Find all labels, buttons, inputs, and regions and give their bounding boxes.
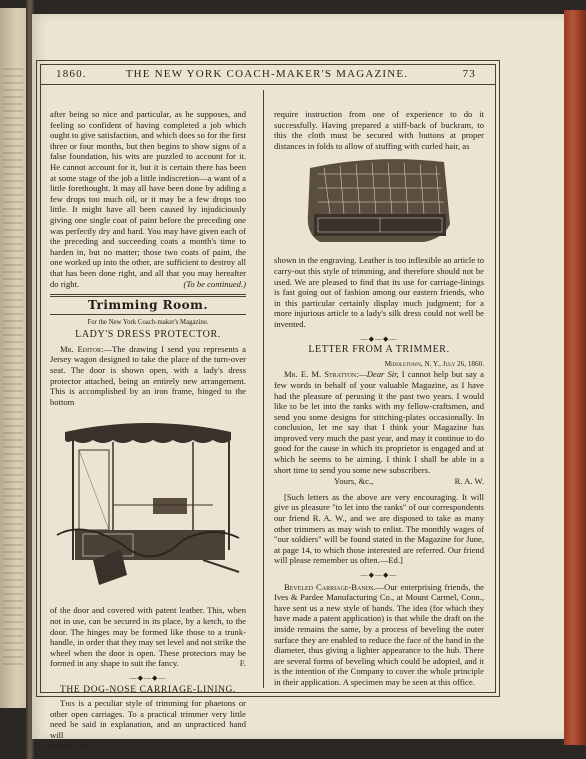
header-rule — [40, 84, 495, 85]
continued-paragraph: after being so nice and particular, as he supposes, and feeling so confident of having completed a job which ought to give satisfaction, and which does so for the first three or four months, but then begins to show signs of a false foundation, his wits are puzzled to account for it. He cannot account for it, but it is certain there has been at some stage of the job a little indiscretion—a want of a little forethought. It may all have been done by adding a few drops too much oil, or it may be a few drops too little. It might have all been caused by injudiciously giving one single coat of paint before the preceding one was perfectly dry and hard. You may have given each of the preceding and succeeding coats a month's time to harden in, but no matter; those two coats of paint, the one worked up into the other, are sufficient to destroy all that has been done right, and all that you may hereafter do right. — [50, 109, 246, 289]
facing-page-text-ghost — [3, 68, 23, 668]
right-column — [274, 109, 484, 688]
dog-nose-continued: require instruction from one of experience to do it successfully. Having prepared a stiff-back of buckram, to this the cloth must be secured with buttons at proper distances in folds to allow of stuffing with curled hair, as — [274, 109, 484, 151]
dress-protector-paragraph: Mr. Editor:—The drawing I send you represents a Jersey wagon designed to take the place of the turn-over seat. The door is shown open, with a lady's dress protector attached, being an entirely new arrangement. This is accomplished by an iron frame, hinged to the bottom — [50, 343, 246, 407]
section-rule-top — [50, 294, 246, 297]
signature-mark: VOL. III.—12. — [50, 742, 90, 750]
salutation: Mr. Editor — [60, 343, 101, 354]
ornament-divider-3: —◆—◆— — [360, 571, 398, 579]
byline: For the New York Coach-maker's Magazine. — [87, 318, 209, 326]
dog-nose-lead: This — [60, 698, 75, 709]
letter-closing: Yours, &c., — [334, 476, 374, 487]
dress-protector-signature: F. — [239, 658, 246, 669]
carriage-lining-illustration — [304, 154, 454, 250]
dog-nose-paragraph-end: shown in the engraving. Leather is too inflexible an article to carry-out this style of trimming, and therefore should not be used. We are pleased to find that its use for carriage-linings is fast going out of fashion among our eastern friends, who in this particular certainly display much judgment; for a more injurious article to a lady's silk dress could not well be invented. — [274, 255, 484, 329]
article-title-dog-nose: THE DOG-NOSE CARRIAGE-LINING. — [60, 684, 236, 695]
article-title-dress-protector: LADY'S DRESS PROTECTOR. — [75, 329, 221, 341]
column-divider — [263, 90, 264, 688]
section-title: Trimming Room. — [87, 298, 209, 313]
continued-note: (To be continued.) — [183, 278, 246, 289]
editor-note: [Such letters as the above are very encouraging. It will give us pleasure "to let into the ranks" of our correspondents our friend R. A. W., and we are disposed to take as many other trimmers as may wish to enlist. The monthly wages of "our soldiers" will be found stated in the Magazine for June, at page 14, to which those interested are referred. Our friend will please remember us often.—Ed.] — [274, 491, 484, 566]
header-title: THE NEW YORK COACH-MAKER'S MAGAZINE. — [125, 68, 409, 80]
ornament-divider: —◆—◆— — [129, 674, 167, 682]
dress-protector-paragraph-2: of the door and covered with patent leather. This, when not in use, can be secured in its place, by a ketch, to the door. The hinges may be formed like those to a trunk-handle, in order that they may set level and not strike the wheel when the door is open. These protectors may be formed in any shape to suit the fancy. — [50, 605, 246, 669]
running-header — [44, 66, 490, 82]
letter-body: Mr. E. M. Stratton:—Dear Sir, I cannot help but say a few words in behalf of your valuable Magazine, as I have had the pleasure of perusing it the past two years. I would like to be let into the ranks with my fellow-craftsmen, and send you some designs for stitching-plates occasionally. In conclusion, let me say that I think your Magazine has improved very much the past year, and may it continue to do good for the cause in which its proprietor is engaged and at which he seems to be aiming. I think I shall be able in a short time to send you some new subscribers. — [274, 369, 484, 475]
jersey-wagon-illustration — [53, 410, 243, 600]
section-rule-bottom — [50, 314, 246, 315]
left-column — [50, 109, 246, 752]
facing-page-edge — [0, 8, 29, 708]
beveled-bands-paragraph: Beveled Carriage-Bands.—Our enterprising friends, the Ives & Pardee Manufacturing Co., at Mount Carmel, Conn., have sent us a new style of bands. The idea (for which they have made a patent application) is that while the draft on the inside remains the same, by a process of beveling the outer surface they are enabled to reduce the face of the band in the diameter, thus giving a lighter appearance to the hub. There are several forms of beveling which could be adopted, and it is the intention of the Company to cover the whole principle in their application. A specimen may be seen at this office. — [274, 581, 485, 687]
header-year: 1860. — [56, 68, 87, 80]
letter-recipient: Mr. E. M. Stratton — [284, 369, 357, 380]
letter-signoff — [334, 476, 484, 487]
page-block-edge — [564, 10, 586, 745]
ornament-divider-2: —◆—◆— — [360, 334, 398, 343]
dog-nose-paragraph: This is a peculiar style of trimming for phaetons or other open carriages. To a practical trimmer very little need be said in explanation, and an unpracticed hand will — [50, 698, 246, 740]
article-title-letter: LETTER FROM A TRIMMER. — [308, 344, 450, 356]
letter-signature: R. A. W. — [454, 476, 484, 487]
header-page-number: 73 — [462, 68, 476, 80]
beveled-bands-lead: Beveled Carriage-Bands. — [284, 581, 376, 592]
letter-dateline: Middletown, N. Y., July 26, 1860. — [384, 359, 484, 368]
